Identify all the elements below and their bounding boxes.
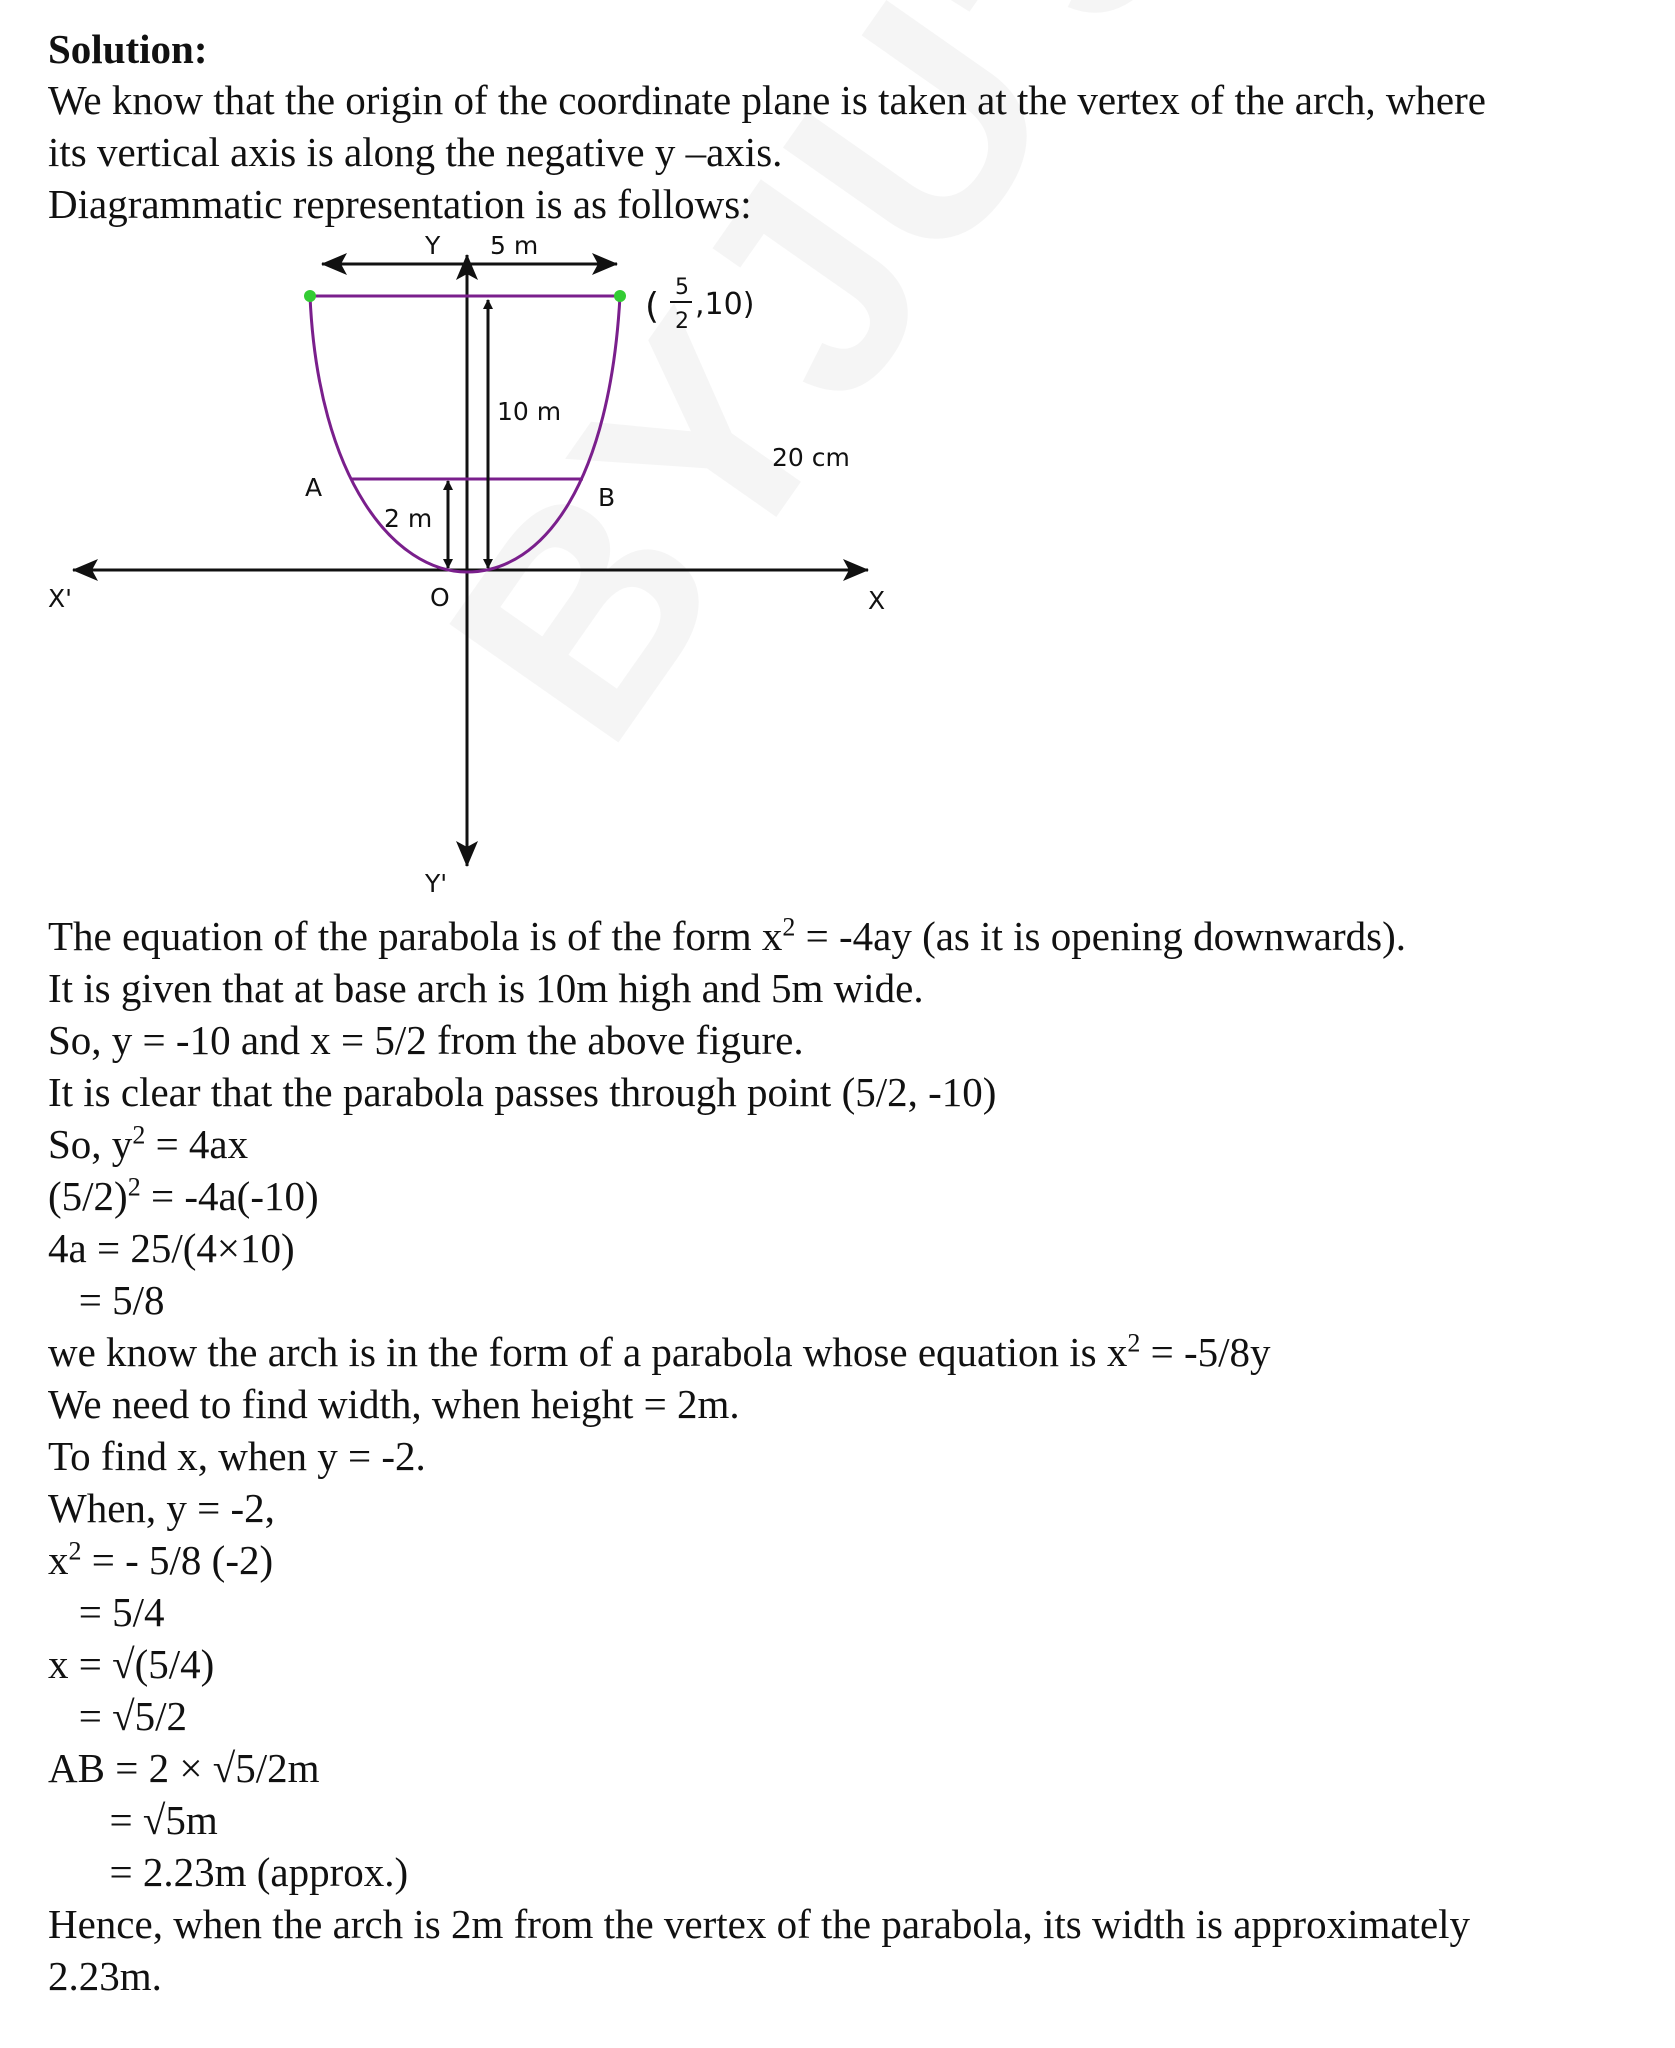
- label-x: X: [868, 586, 886, 615]
- endpoint-right: [614, 290, 626, 302]
- text-line-16: [48, 1536, 273, 1584]
- text-line-3: Diagrammatic representation is as follows:: [48, 181, 752, 227]
- text-line-12: [48, 1328, 1271, 1376]
- text-line-23: Hence, when the arch is 2m from the vertex of the parabola, its width is approximately: [48, 1901, 1471, 1947]
- text-line-5: It is given that at base arch is 10m high and 5m wide.: [48, 965, 924, 1011]
- step-sup: 2: [68, 1536, 82, 1566]
- label-height: 10 m: [497, 397, 562, 426]
- step-after: = -5/8y: [1140, 1329, 1271, 1375]
- point-label-open: (: [645, 286, 660, 327]
- label-side: 20 cm: [772, 443, 850, 472]
- step-sup: 2: [127, 1172, 141, 1202]
- point-label: [645, 275, 754, 334]
- step-text: (5/2): [48, 1173, 128, 1219]
- text-line-8: [48, 1120, 248, 1168]
- step-text: So, y: [48, 1121, 133, 1167]
- label-y: Y: [425, 231, 441, 260]
- point-frac-num: 5: [675, 275, 689, 300]
- step-text: x: [48, 1537, 69, 1583]
- text-line-14: To find x, when y = -2.: [48, 1433, 426, 1479]
- text-line-11: = 5/8: [48, 1277, 165, 1323]
- text-line-1: We know that the origin of the coordinate plane is taken at the vertex of the arch, where: [48, 77, 1486, 123]
- text-line-17: = 5/4: [48, 1589, 165, 1635]
- text-line-15: When, y = -2,: [48, 1485, 275, 1531]
- text-line-13: We need to find width, when height = 2m.: [48, 1381, 740, 1427]
- point-frac-den: 2: [675, 309, 689, 334]
- label-width: 5 m: [490, 231, 539, 260]
- text-line-10: 4a = 25/(4×10): [48, 1225, 295, 1271]
- step-after: = - 5/8 (-2): [81, 1537, 274, 1583]
- text-line-9: [48, 1172, 319, 1220]
- text-line-4: [48, 912, 1406, 960]
- eq-form-sup: 2: [782, 912, 796, 942]
- solution-heading: Solution:: [48, 26, 208, 72]
- step-sup: 2: [132, 1120, 146, 1150]
- text-line-2: its vertical axis is along the negative y –axis.: [48, 129, 783, 175]
- label-x-prime: X': [48, 584, 72, 613]
- text-line-21: = √5m: [48, 1797, 218, 1843]
- eq-form-text: The equation of the parabola is of the form x: [48, 913, 783, 959]
- eq-form-after: = -4ay (as it is opening downwards).: [795, 913, 1407, 959]
- step-after: = -4a(-10): [140, 1173, 319, 1219]
- text-line-7: It is clear that the parabola passes through point (5/2, -10): [48, 1069, 997, 1115]
- label-origin: O: [430, 583, 450, 612]
- step-sup: 2: [1127, 1328, 1141, 1358]
- endpoint-left: [304, 290, 316, 302]
- parabola-curve: [310, 296, 620, 572]
- text-line-6: So, y = -10 and x = 5/2 from the above figure.: [48, 1017, 804, 1063]
- label-b: B: [598, 483, 616, 512]
- text-line-20: AB = 2 × √5/2m: [48, 1745, 320, 1791]
- label-a: A: [305, 473, 323, 502]
- text-line-22: = 2.23m (approx.): [48, 1849, 409, 1895]
- parabola-diagram: [0, 228, 1675, 900]
- text-line-19: = √5/2: [48, 1693, 188, 1739]
- label-y-prime: Y': [425, 869, 448, 898]
- step-text: we know the arch is in the form of a parabola whose equation is x: [48, 1329, 1128, 1375]
- label-small-height: 2 m: [384, 504, 433, 533]
- step-after: = 4ax: [145, 1121, 249, 1167]
- point-label-rest: ,10): [695, 287, 755, 322]
- text-line-24: 2.23m.: [48, 1953, 162, 1999]
- text-line-18: x = √(5/4): [48, 1641, 215, 1687]
